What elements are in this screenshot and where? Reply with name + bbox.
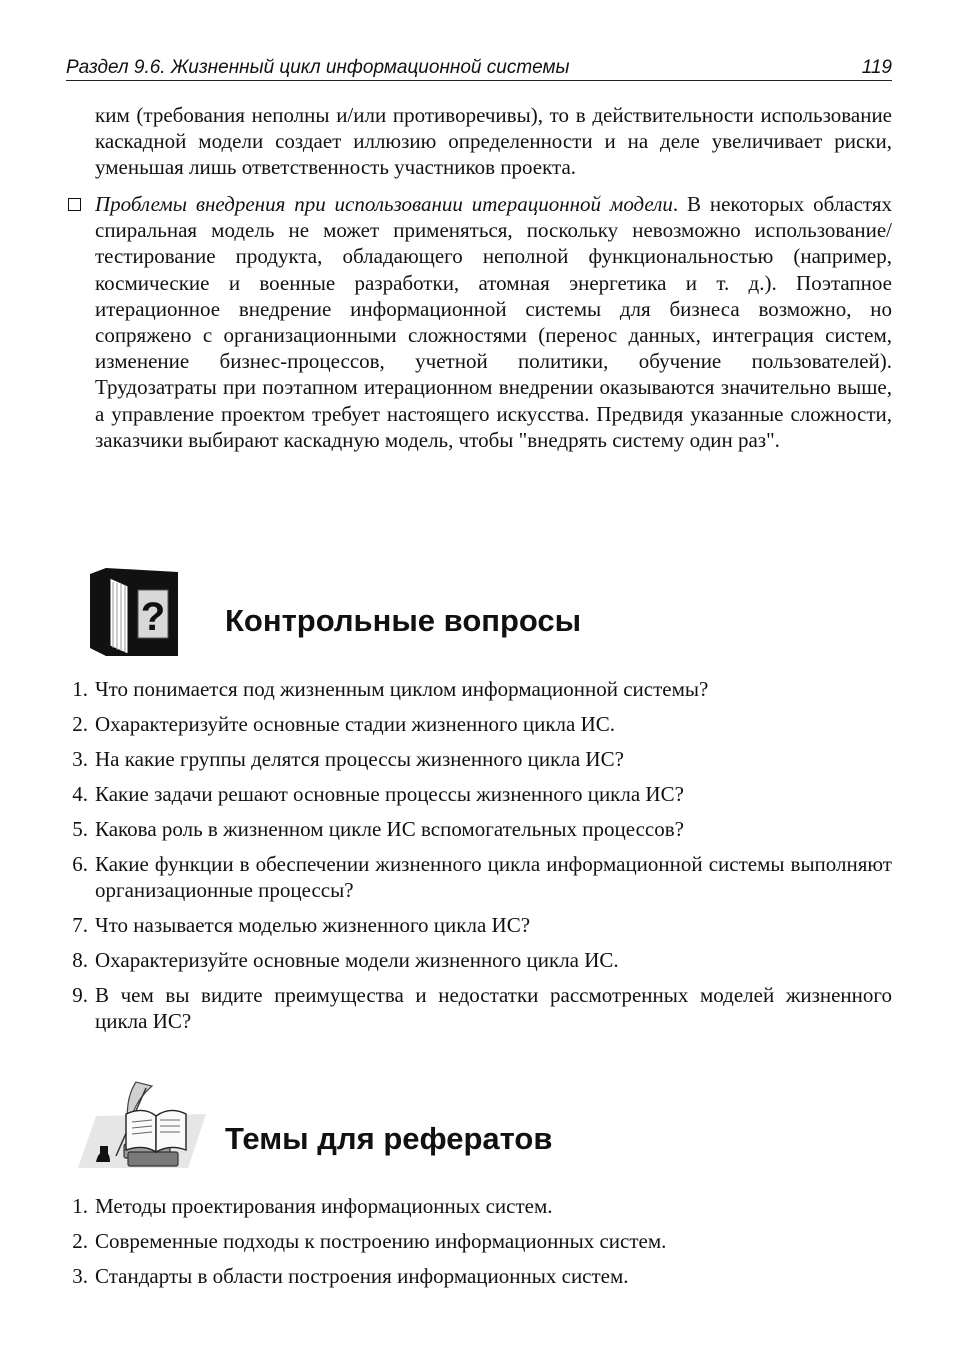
list-item xyxy=(66,746,892,772)
list-item xyxy=(66,982,892,1034)
list-item xyxy=(66,781,892,807)
item-number: 6. xyxy=(72,852,88,876)
svg-text:?: ? xyxy=(140,595,166,639)
item-number: 2. xyxy=(72,1229,88,1253)
topics-list xyxy=(66,1193,892,1298)
item-number: 8. xyxy=(72,948,88,973)
questions-list xyxy=(66,676,892,1043)
book-question-icon xyxy=(86,564,182,660)
item-text: В чем вы видите преимущества и недостатки рассмотренных моделей жизненного цикла ИС? xyxy=(95,983,892,1034)
item-text: Методы проектирования информационных систем. xyxy=(95,1194,553,1218)
topics-heading: Темы для рефератов xyxy=(225,1121,553,1156)
item-number: 1. xyxy=(72,1194,88,1218)
item-number: 2. xyxy=(72,712,88,736)
item-text: Что называется моделью жизненного цикла ИС? xyxy=(95,913,531,938)
list-item xyxy=(66,912,892,938)
list-item xyxy=(66,711,892,737)
page-number: 119 xyxy=(861,57,892,78)
checkbox-bullet-icon xyxy=(68,198,81,211)
bullet-lead: Проблемы внедрения при использовании итерационной модели xyxy=(95,192,673,216)
section-title: Раздел 9.6. Жизненный цикл информационной системы xyxy=(66,57,570,78)
item-number: 1. xyxy=(72,677,88,701)
item-number: 4. xyxy=(72,782,88,806)
item-text: Что понимается под жизненным циклом информационной системы? xyxy=(95,677,709,701)
item-text: На какие группы делятся процессы жизненного цикла ИС? xyxy=(95,747,624,771)
quill-open-book-icon xyxy=(76,1076,208,1184)
list-item xyxy=(66,1263,892,1289)
list-item xyxy=(66,676,892,702)
questions-heading: Контрольные вопросы xyxy=(225,603,582,638)
item-text: Охарактеризуйте основные модели жизненного цикла ИС. xyxy=(95,948,619,973)
list-item xyxy=(66,816,892,842)
item-text: Какие задачи решают основные процессы жизненного цикла ИС? xyxy=(95,782,684,806)
list-item xyxy=(66,851,892,903)
item-number: 3. xyxy=(72,747,88,771)
running-header xyxy=(66,56,892,81)
item-number: 7. xyxy=(72,913,88,938)
bullet-paragraph xyxy=(95,191,892,453)
item-number: 5. xyxy=(72,817,88,841)
bullet-text: . В некоторых областях спиральная модель не может применяться, поскольку невозможно использование/тестирование продукта, обладающего неполной функциональностью (например, космические и военные разработки, атомная энергетика и т. д.). Поэтапное итерационное внедрение информационной системы для бизнеса возможно, но сопряжено с организационными сложностями (перенос данных, интеграция систем, изменение бизнес-процессов, учетной политики, обучение пользователей). Трудозатраты при поэтапном итерационном внедрении оказываются значительно выше, а управление проектом требует настоящего искусства. Предвидя указанные сложности, заказчики выбирают каскадную модель, чтобы "внедрять систему один раз". xyxy=(95,192,892,452)
list-item xyxy=(66,947,892,973)
item-number: 9. xyxy=(72,983,88,1008)
intro-paragraph: ким (требования неполны и/или противоречивы), то в действительности использование каскадной модели создает иллюзию определенности и на деле увеличивает риски, уменьшая лишь ответственность участников проекта. xyxy=(95,103,892,180)
item-text: Современные подходы к построению информационных систем. xyxy=(95,1229,667,1253)
item-text: Какие функции в обеспечении жизненного цикла информационной системы выполняют организационные процессы? xyxy=(95,852,892,903)
list-item xyxy=(66,1228,892,1254)
item-text: Какова роль в жизненном цикле ИС вспомогательных процессов? xyxy=(95,817,684,841)
item-text: Стандарты в области построения информационных систем. xyxy=(95,1264,629,1288)
item-number: 3. xyxy=(72,1264,88,1288)
item-text: Охарактеризуйте основные стадии жизненного цикла ИС. xyxy=(95,712,616,736)
list-item xyxy=(66,1193,892,1219)
